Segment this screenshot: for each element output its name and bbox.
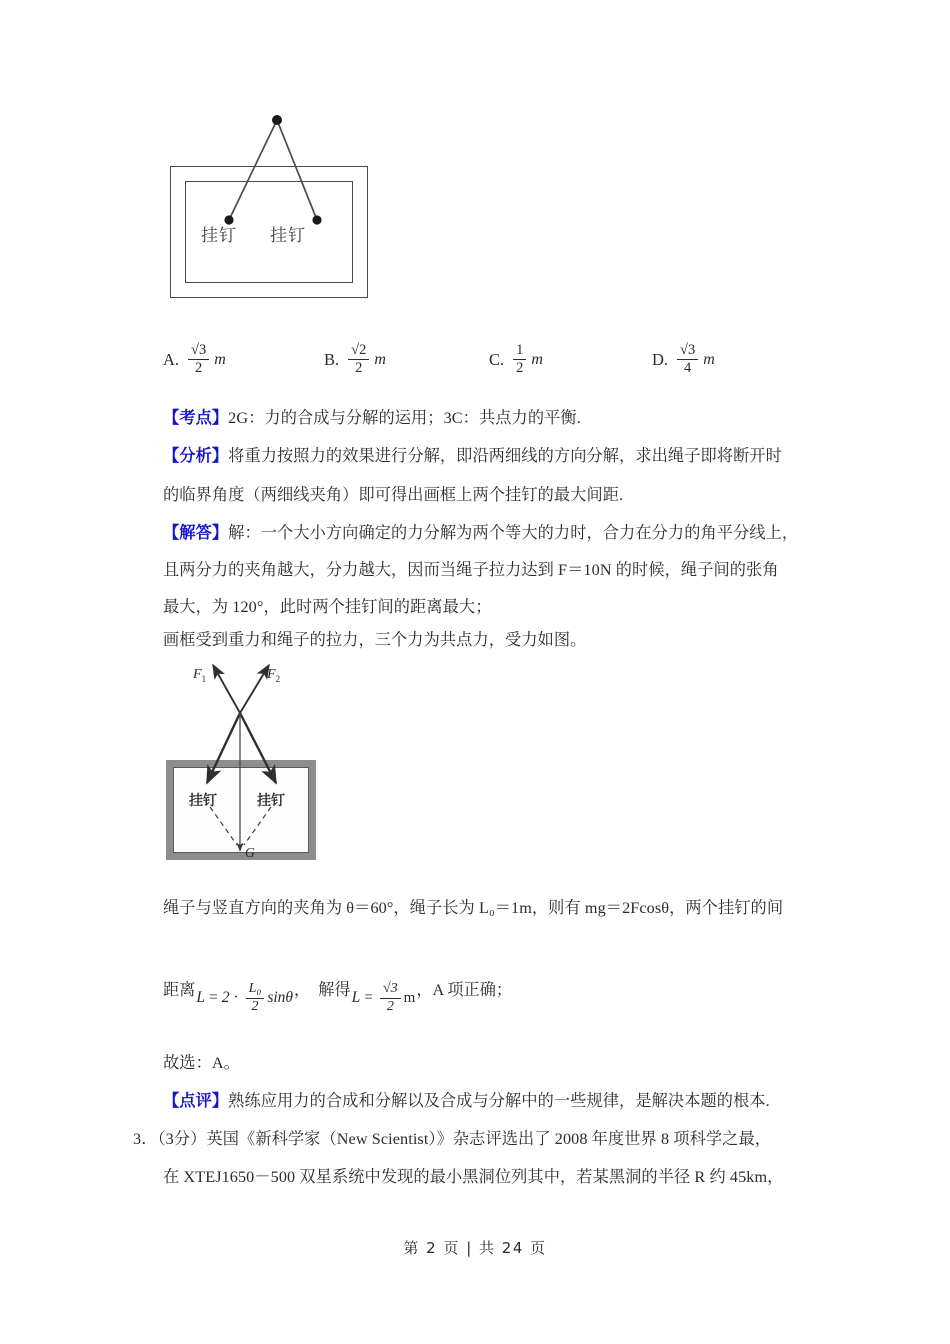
option-a-numerator: √3: [188, 343, 209, 360]
option-c-unit: m: [531, 351, 543, 369]
hanging-strings-svg: [160, 104, 392, 312]
f1-fraction: [246, 982, 265, 1014]
kaodian-text: 2G：力的合成与分解的运用；3C：共点力的平衡.: [228, 409, 581, 427]
jieda-line-4: 画框受到重力和绳子的拉力，三个力为共点力，受力如图。: [163, 631, 587, 649]
f2-num: √3: [380, 982, 401, 999]
option-a-tag: A.: [163, 350, 180, 370]
f1-lhs: L: [196, 989, 205, 1007]
option-b-unit: m: [374, 351, 386, 369]
distance-word: 距离: [163, 981, 196, 1000]
f2-eq: =: [364, 989, 373, 1007]
force-vector-f1: [213, 665, 240, 713]
option-c-tag: C.: [489, 350, 505, 370]
dashed-line-right: [244, 807, 271, 845]
answer-options-row: [163, 338, 843, 384]
option-a-denominator: 2: [195, 359, 203, 376]
question3-text-1: 英国《新科学家（New Scientist）》杂志评选出了 2008 年度世界 8 项科学之最，: [206, 1130, 772, 1148]
dashed-line-left: [210, 807, 237, 845]
option-d-fraction: [677, 343, 698, 376]
kaodian-line: [163, 410, 581, 426]
f1-eq: =: [209, 989, 218, 1007]
option-c-denominator: 2: [516, 359, 524, 376]
fenxi-line-1: [163, 448, 782, 464]
after-figure-line-1: 绳子与竖直方向的夹角为 θ＝60°，绳子长为 L₀＝1m，则有 mg＝2Fcosθ，两个挂钉的间: [163, 899, 784, 917]
kaodian-label: 【考点】: [163, 409, 229, 427]
hook-label-right: 挂钉: [270, 226, 306, 246]
page-footer: 第 2 页 | 共 24 页: [403, 1239, 547, 1257]
formula-tail-text: ，A 项正确；: [416, 981, 513, 1000]
string-apex-dot: [272, 115, 282, 125]
dianping-line: [163, 1093, 770, 1109]
f2-den: 2: [386, 998, 394, 1014]
string-tension-left: [207, 713, 240, 783]
f2-unit: m: [403, 989, 416, 1006]
f1-coef: 2: [221, 989, 230, 1007]
hook-dot-right: [312, 215, 321, 224]
force-label-f1: $F_1$: [193, 667, 207, 684]
conclusion-line: 故选：A。: [163, 1054, 240, 1072]
option-b-denominator: 2: [355, 359, 363, 376]
question3-score: （3分）: [157, 1130, 207, 1148]
hook-label-left: 挂钉: [201, 226, 237, 246]
force-label-f2: $F_2$: [267, 667, 281, 684]
question3-number: 3．: [133, 1130, 158, 1148]
formula-L-equals-sqrt3-over-2-m: [352, 982, 416, 1014]
option-b-numerator: √2: [348, 343, 369, 360]
option-b-tag: B.: [324, 350, 340, 370]
option-b[interactable]: [324, 344, 386, 377]
jiede-word: 解得: [318, 981, 351, 1000]
formula-separator-comma: ，: [294, 981, 311, 1000]
option-d[interactable]: [652, 344, 715, 377]
option-c-fraction: [513, 343, 526, 376]
option-d-tag: D.: [652, 350, 669, 370]
dianping-label: 【点评】: [163, 1092, 229, 1110]
dianping-text: 熟练应用力的合成和分解以及合成与分解中的一些规律，是解决本题的根本.: [228, 1092, 770, 1110]
picture-frame-figure: [160, 104, 392, 312]
f1-fn: sinθ: [267, 989, 294, 1007]
option-a[interactable]: [163, 344, 226, 377]
force-vectors-svg: [163, 655, 388, 885]
option-a-fraction: [188, 343, 209, 376]
fenxi-label: 【分析】: [163, 447, 229, 465]
string-tension-right: [240, 713, 276, 783]
fenxi-line-2: 的临界角度（两细线夹角）即可得出画框上两个挂钉的最大间距.: [163, 486, 624, 504]
force-hook-label-right: 挂钉: [257, 793, 285, 809]
option-c-numerator: 1: [513, 343, 526, 360]
jieda-line-2: 且两分力的夹角越大，分力越大，因而当绳子拉力达到 F＝10N 的时候，绳子间的张角: [163, 561, 779, 579]
f2-lhs: L: [351, 989, 361, 1007]
distance-formula-line: [163, 975, 513, 1014]
option-d-numerator: √3: [677, 343, 698, 360]
free-body-diagram-figure: [163, 655, 388, 885]
question3-line-2: 在 XTEJ1650－500 双星系统中发现的最小黑洞位列其中，若某黑洞的半径 R 约 45km，: [163, 1168, 784, 1186]
force-hook-label-left: 挂钉: [189, 793, 217, 809]
option-b-fraction: [348, 343, 369, 376]
question3-line-1: [133, 1131, 771, 1147]
f1-dot: ·: [233, 989, 239, 1007]
option-d-denominator: 4: [684, 359, 692, 376]
option-a-unit: m: [214, 351, 226, 369]
force-vector-f2: [240, 665, 269, 713]
option-c[interactable]: [489, 344, 543, 377]
f2-fraction: [380, 982, 401, 1014]
jieda-label: 【解答】: [163, 524, 229, 542]
formula-L-equals-2-L0-over-2-sin-theta: [196, 982, 293, 1014]
fenxi-text-1: 将重力按照力的效果进行分解，即沿两细线的方向分解，求出绳子即将断开时: [228, 447, 782, 465]
option-d-unit: m: [703, 351, 715, 369]
f1-num: L₀: [246, 982, 265, 999]
jieda-line-1: [163, 525, 798, 541]
weight-label-g: G: [245, 845, 255, 860]
jieda-line-3: 最大，为 120°，此时两个挂钉间的距离最大；: [163, 598, 492, 616]
f1-den: 2: [251, 998, 259, 1014]
jieda-text-1: 解：一个大小方向确定的力分解为两个等大的力时，合力在分力的角平分线上，: [228, 524, 799, 542]
